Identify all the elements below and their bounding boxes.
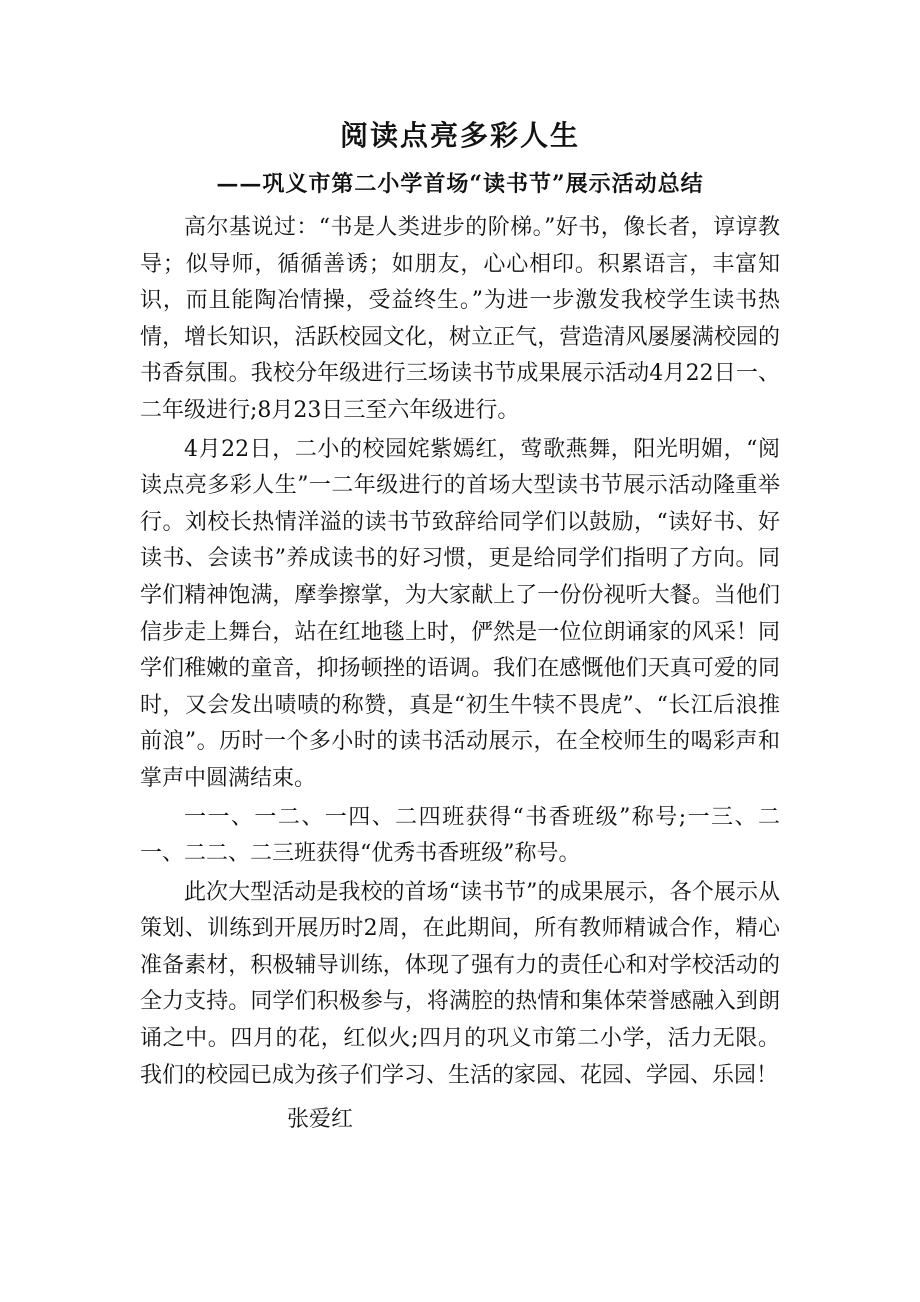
author-signature: 张爱红 — [287, 1107, 354, 1132]
document-subtitle: ——巩义市第二小学首场“读书节”展示活动总结 — [216, 171, 704, 197]
document-title: 阅读点亮多彩人生 — [339, 119, 580, 152]
paragraph-intro: 高尔基说过：“书是人类进步的阶梯。”好书，像长者，谆谆教导；似导师，循循善诱；如朋友，心心相印。积累语言，丰富知识，而且能陶冶情操，受益终生。”为进一步激发我校学生读书热情，增长知识，活跃校园文化，树立正气，营造清风屡屡满校园的书香氛围。我校分年级进行三场读书节成果展示活动4月22日一、二年级进行;8月23日三至六年级进行。 — [140, 215, 780, 423]
paragraph-event: 4月22日，二小的校园姹紫嫣红，莺歌燕舞，阳光明媚，“阅读点亮多彩人生”一二年级进行的首场大型读书节展示活动隆重举行。刘校长热情洋溢的读书节致辞给同学们以鼓励，“读好书、好读书、会读书”养成读书的好习惯，更是给同学们指明了方向。同学们精神饱满，摩拳擦掌，为大家献上了一份份视听大餐。当他们信步走上舞台，站在红地毯上时，俨然是一位位朗诵家的风采！同学们稚嫩的童音，抑扬顿挫的语调。我们在感慨他们天真可爱的同时，又会发出啧啧的称赞，真是“初生牛犊不畏虎”、“长江后浪推前浪”。历时一个多小时的读书活动展示，在全校师生的喝彩声和掌声中圆满结束。 — [140, 436, 780, 791]
paragraph-awards: 一一、一二、一四、二四班获得“书香班级”称号;一三、二一、二二、二三班获得“优秀书香班级”称号。 — [140, 804, 780, 867]
document-body — [140, 210, 780, 1096]
paragraph-conclusion: 此次大型活动是我校的首场“读书节”的成果展示，各个展示从策划、训练到开展历时2周，在此期间，所有教师精诚合作，精心准备素材，积极辅导训练，体现了强有力的责任心和对学校活动的全力支持。同学们积极参与，将满腔的热情和集体荣誉感融入到朗诵之中。四月的花，红似火;四月的巩义市第二小学，活力无限。我们的校园已成为孩子们学习、生活的家园、花园、学园、乐园！ — [140, 879, 780, 1088]
